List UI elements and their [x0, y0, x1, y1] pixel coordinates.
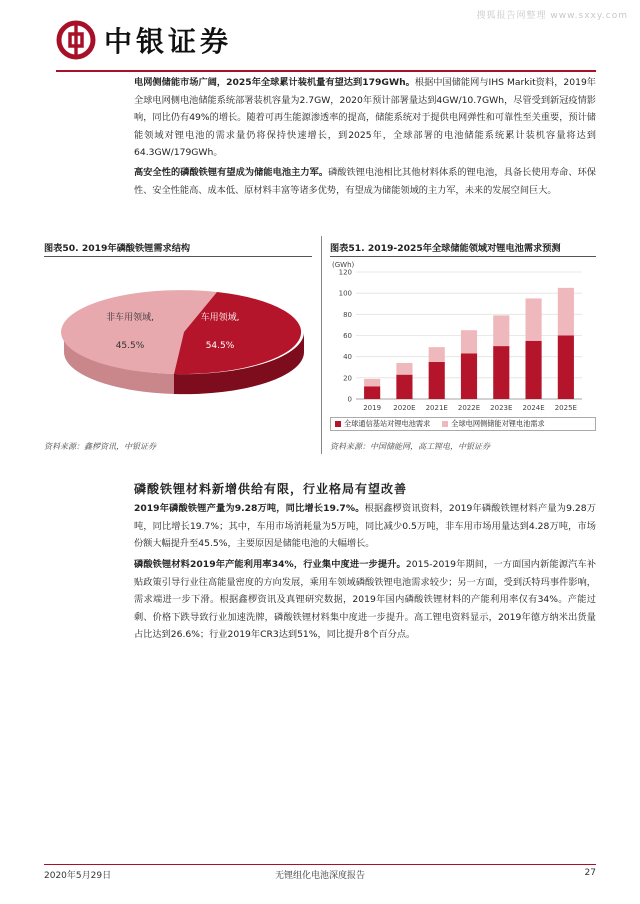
footer-rule — [44, 864, 596, 865]
y-axis-label: (GWh) — [332, 261, 355, 269]
pie-pct-non-vehicle: 45.5% — [115, 341, 145, 351]
header-rule — [56, 70, 596, 72]
y-tick-label: 20 — [343, 374, 352, 383]
y-tick-label: 100 — [338, 289, 352, 298]
bar-grid — [493, 315, 509, 346]
pie-label-non-vehicle: 非车用领域, — [106, 313, 154, 323]
bar-grid — [429, 347, 445, 362]
x-tick-label: 2024E — [522, 404, 545, 412]
legend-item-grid: 全球电网侧储能对锂电池需求 — [442, 419, 544, 429]
bar-chart — [330, 258, 596, 416]
footer-page: 27 — [584, 868, 596, 878]
footer-title: 无锂组化电池深度报告 — [274, 871, 365, 881]
logo-text: 中银证券 — [104, 25, 233, 58]
pie-pct-vehicle: 54.5% — [205, 341, 235, 351]
legend-item-telecom: 全球通信基站对锂电池需求 — [335, 419, 430, 429]
figure-divider — [321, 236, 322, 454]
bar-telecom — [396, 375, 412, 399]
bar-grid — [558, 288, 574, 336]
pie-chart — [44, 262, 316, 432]
x-tick-label: 2020E — [393, 404, 416, 412]
y-tick-label: 60 — [343, 332, 352, 340]
fig50-caption: 图表50. 2019年磷酸铁锂需求结构 — [44, 243, 191, 254]
footer-date: 2020年5月29日 — [44, 871, 112, 881]
fig51-caption-rule — [330, 256, 596, 257]
bar-grid — [461, 330, 477, 353]
paragraph-4: 磷酸铁锂材料2019年产能利用率34%，行业集中度进一步提升。2015-2019年期间，一方面国内新能源汽车补贴政策引导行业往高能量密度的方向发展，乘用车领域磷酸铁锂电池需求较少；另一方面，受到沃特玛事件影响，需求端进一步下滑。根据鑫椤资讯及真锂研究数据，2019年国内磷酸铁锂材料的产能利用率仅有34%。产能过剩、价格下跌导致行业加速洗牌，磷酸铁锂材料集中度进一步提升。高工锂电资料显示，2019年德方纳米出货量占比达到26.6%；行业2019年CR3达到51%，同比提升8个百分点。 — [134, 559, 597, 640]
x-tick-label: 2019 — [363, 404, 382, 412]
bar-telecom — [461, 353, 477, 399]
paragraph-3: 2019年磷酸铁锂产量为9.28万吨，同比增长19.7%。根据鑫椤资讯资料，2019年磷酸铁锂材料产量为9.28万吨，同比增长19.7%；其中，车用市场消耗量为5万吨，同比减少0.5万吨，非车用市场用量达到4.28万吨，市场份额大幅提升至45.5%，主要原因是储能电池的大幅增长。 — [134, 503, 596, 549]
paragraph-2: 高安全性的磷酸铁锂有望成为储能电池主力军。磷酸铁锂电池相比其他材料体系的锂电池，具备长使用寿命、环保性、安全性能高、成本低、原材料丰富等诸多优势，有望成为储能领域的主力军，未来的发展空间巨大。 — [134, 167, 596, 196]
y-tick-label: 80 — [343, 310, 352, 319]
fig51-source: 资料来源：中国储能网，高工锂电，中银证券 — [330, 442, 490, 451]
x-tick-label: 2022E — [457, 404, 481, 412]
y-tick-label: 0 — [347, 395, 352, 404]
bar-grid — [364, 379, 380, 386]
pie-label-vehicle: 车用领域, — [200, 313, 240, 323]
bar-telecom — [493, 346, 509, 399]
bar-telecom — [429, 362, 445, 399]
section-title: 磷酸铁锂材料新增供给有限，行业格局有望改善 — [134, 482, 408, 496]
bar-telecom — [364, 386, 380, 399]
company-logo — [56, 20, 232, 60]
bar-grid — [526, 298, 542, 340]
x-tick-label: 2023E — [490, 404, 513, 412]
fig51-caption: 图表51. 2019-2025年全球储能领域对锂电池需求预测 — [330, 243, 561, 254]
bar-legend — [330, 417, 596, 431]
x-tick-label: 2025E — [554, 404, 577, 412]
bar-telecom — [526, 341, 542, 399]
watermark: 搜狐报告网整理 www.sxxy.com — [476, 11, 628, 21]
paragraph-1: 电网侧储能市场广阔，2025年全球累计装机量有望达到179GWh。根据中国储能网与IHS Markit资料，2019年全球电网侧电池储能系统部署装机容量为2.7GW，2020年预计部署量达到4GW/10.7GWh，尽管受到新冠疫情影响，同比仍有49%的增长。随着可再生能源渗透率的提高，储能系统对于提供电网弹性和可靠性至关重要，预计储能领域对锂电池的需求量仍将保持快速增长，到2025年，全球部署的电池储能系统累计装机容量将达到64.3GW/179GWh。 — [134, 77, 596, 158]
fig50-caption-rule — [44, 256, 312, 257]
bar-grid — [396, 363, 412, 375]
y-tick-label: 40 — [343, 353, 352, 362]
x-tick-label: 2021E — [425, 404, 448, 412]
y-tick-label: 120 — [338, 268, 352, 277]
bar-telecom — [558, 336, 574, 400]
bank-of-china-logo-icon — [56, 20, 96, 60]
fig50-source: 资料来源：鑫椤资讯，中银证券 — [44, 442, 156, 451]
